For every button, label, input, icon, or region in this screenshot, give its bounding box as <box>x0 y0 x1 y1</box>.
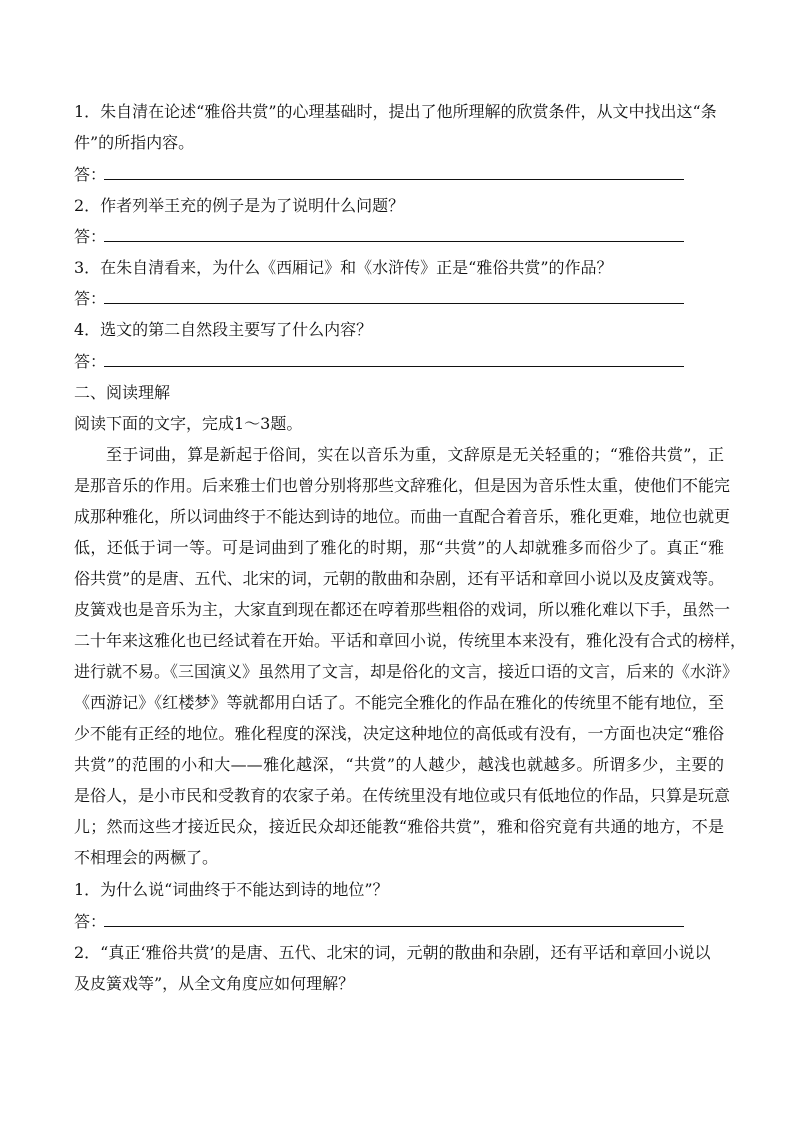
section-instruction: 阅读下面的文字，完成1～3题。 <box>74 414 303 433</box>
answer-label: 答： <box>74 227 107 246</box>
passage-line: 少不能有正经的地位。雅化程度的深浅，决定这种地位的高低或有没有，一方面也决定“雅俗 <box>74 724 724 743</box>
passage-line: 不相理会的两橛了。 <box>74 848 219 867</box>
answer-blank <box>104 241 684 242</box>
question-1-line-2: 件”的所指内容。 <box>74 133 195 152</box>
answer-label: 答： <box>74 289 107 308</box>
passage-line: 二十年来这雅化也已经试着在开始。平话和章回小说，传统里本来没有，雅化没有合式的榜样， <box>74 631 747 650</box>
answer-blank <box>104 926 684 927</box>
passage-line: 是那音乐的作用。后来雅士们也曾分别将那些文辞雅化，但是因为音乐性太重，使他们不能完 <box>74 476 731 495</box>
section-heading: 二、阅读理解 <box>74 383 171 402</box>
question-4: 4．选文的第二自然段主要写了什么内容？ <box>74 320 373 339</box>
question-2: 2．作者列举王充的例子是为了说明什么问题？ <box>74 196 405 215</box>
question-3: 3．在朱自清看来，为什么《西厢记》和《水浒传》正是“雅俗共赏”的作品？ <box>74 258 613 277</box>
answer-label: 答： <box>74 165 107 184</box>
answer-line-2[interactable] <box>74 227 684 247</box>
reading-question-2-line-2: 及皮簧戏等”，从全文角度应如何理解？ <box>74 974 355 993</box>
passage-line: 《西游记》《红楼梦》等就都用白话了。不能完全雅化的作品在雅化的传统里不能有地位，至 <box>74 693 724 712</box>
reading-question-2-line-1: 2．“真正‘雅俗共赏’的是唐、五代、北宋的词，元朝的散曲和杂剧，还有平话和章回小说以 <box>74 943 711 962</box>
passage-line: 共赏”的范围的小和大——雅化越深，“共赏”的人越少，越浅也就越多。所谓多少，主要的 <box>74 755 724 774</box>
answer-line-4[interactable] <box>74 352 684 372</box>
answer-blank <box>104 366 684 367</box>
reading-answer-line-1[interactable] <box>74 912 684 932</box>
answer-label: 答： <box>74 912 107 931</box>
answer-line-1[interactable] <box>74 165 684 185</box>
passage-line: 至于词曲，算是新起于俗间，实在以音乐为重，文辞原是无关轻重的；“雅俗共赏”，正 <box>106 445 724 464</box>
passage-line: 俗共赏”的是唐、五代、北宋的词，元朝的散曲和杂剧，还有平话和章回小说以及皮簧戏等。 <box>74 569 724 588</box>
answer-line-3[interactable] <box>74 289 684 309</box>
passage-line: 是俗人，是小市民和受教育的农家子弟。在传统里没有地位或只有低地位的作品，只算是玩意 <box>74 786 731 805</box>
passage-line: 皮簧戏也是音乐为主，大家直到现在都还在哼着那些粗俗的戏词，所以雅化难以下手，虽然一 <box>74 600 731 619</box>
passage-line: 儿；然而这些才接近民众，接近民众却还能教“雅俗共赏”，雅和俗究竟有共通的地方，不是 <box>74 817 724 836</box>
answer-label: 答： <box>74 352 107 371</box>
reading-question-1: 1．为什么说“词曲终于不能达到诗的地位”？ <box>74 880 389 899</box>
question-1-line-1: 1．朱自清在论述“雅俗共赏”的心理基础时，提出了他所理解的欣赏条件，从文中找出这“条 <box>74 102 717 121</box>
passage-line: 低，还低于词一等。可是词曲到了雅化的时期，那“共赏”的人却就雅多而俗少了。真正“雅 <box>74 538 724 557</box>
passage-line: 成那种雅化，所以词曲终于不能达到诗的地位。而曲一直配合着音乐，雅化更难，地位也就更 <box>74 507 731 526</box>
answer-blank <box>104 303 684 304</box>
passage-line: 进行就不易。《三国演义》虽然用了文言，却是俗化的文言，接近口语的文言，后来的《水浒》 <box>74 662 739 681</box>
answer-blank <box>104 179 684 180</box>
